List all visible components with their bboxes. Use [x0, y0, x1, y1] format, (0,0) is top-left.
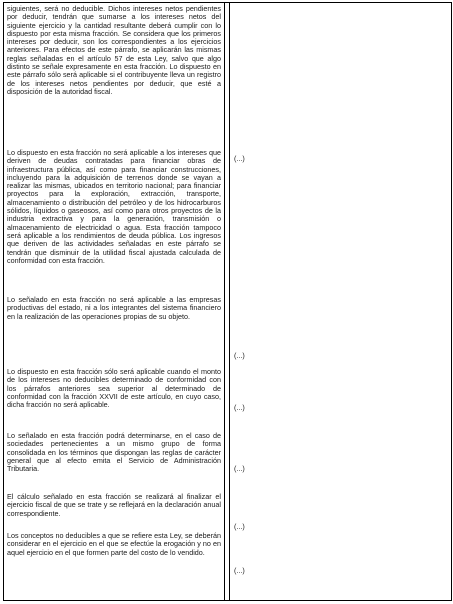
omission-marker: (...)	[234, 566, 245, 575]
document-page	[3, 2, 450, 599]
comparison-table	[3, 2, 452, 601]
left-column	[4, 3, 225, 601]
paragraph-fraction-xxvii: Lo dispuesto en esta fracción sólo será aplicable cuando el monto de los intereses no deducibles determinado de conformidad con los párrafos anteriores sea superior al determinado de conformidad con la fracción XXVII de este artículo, en cuyo caso, dicha fracción no será aplicable.	[7, 367, 221, 410]
omission-marker: (...)	[234, 154, 245, 163]
omission-marker: (...)	[234, 351, 245, 360]
paragraph-group-consolidation: Lo señalado en esta fracción podrá determinarse, en el caso de sociedades pertenecientes a un mismo grupo de forma consolidada en los términos que dispongan las reglas de carácter general que al efecto emita el Servicio de Administración Tributaria.	[7, 431, 221, 474]
paragraph-infrastructure-exception: Lo dispuesto en esta fracción no será aplicable a los intereses que deriven de deudas contratadas para financiar obras de infraestructura pública, así como para financiar construcciones, incluyendo para la adquisición de terrenos donde se vayan a realizar las mismas, ubicados en territorio nacional; para financiar proyectos para la exploración, extracción, transporte, almacenamiento o distribución del petróleo y de los hidrocarburos sólidos, líquidos o gaseosos, así como para otros proyectos de la industria extractiva y para la generación, transmisión o almacenamiento de electricidad o agua. Esta fracción tampoco será aplicable a los rendimientos de deuda pública. Los ingresos que deriven de las actividades señaladas en este párrafo se tendrán que disminuir de la utilidad fiscal ajustada calculada de conformidad con esta fracción.	[7, 148, 221, 265]
paragraph-state-enterprises: Lo señalado en esta fracción no será aplicable a las empresas productivas del estado, ni a los integrantes del sistema financiero en la realización de las operaciones propias de su objeto.	[7, 295, 221, 321]
omission-marker: (...)	[234, 403, 245, 412]
right-column	[230, 3, 452, 601]
omission-marker: (...)	[234, 464, 245, 473]
paragraph-annual-calculation: El cálculo señalado en esta fracción se realizará al finalizar el ejercicio fiscal de que se trate y se reflejará en la declaración anual correspondiente.	[7, 492, 221, 518]
omission-marker: (...)	[234, 522, 245, 531]
paragraph-interest-carryforward: siguientes, será no deducible. Dichos intereses netos pendientes por deducir, tendrán que sumarse a los intereses netos del siguiente ejercicio y la cantidad resultante deberá cumplir con lo dispuesto por esta misma fracción. Se considera que los primeros intereses por deducir, son los correspondientes a los ejercicios anteriores. Para efectos de este párrafo, se aplicarán las mismas reglas señaladas en el artículo 57 de esta Ley, salvo que algo distinto se señale expresamente en esta fracción. Lo dispuesto en este párrafo sólo será aplicable si el contribuyente lleva un registro de los intereses netos pendientes por deducir, que esté a disposición de la autoridad fiscal.	[7, 4, 221, 96]
paragraph-non-deductible-concepts: Los conceptos no deducibles a que se refiere esta Ley, se deberán considerar en el ejercicio en el que se efectúe la erogación y no en aquel ejercicio en el que formen parte del costo de lo vendido.	[7, 531, 221, 557]
